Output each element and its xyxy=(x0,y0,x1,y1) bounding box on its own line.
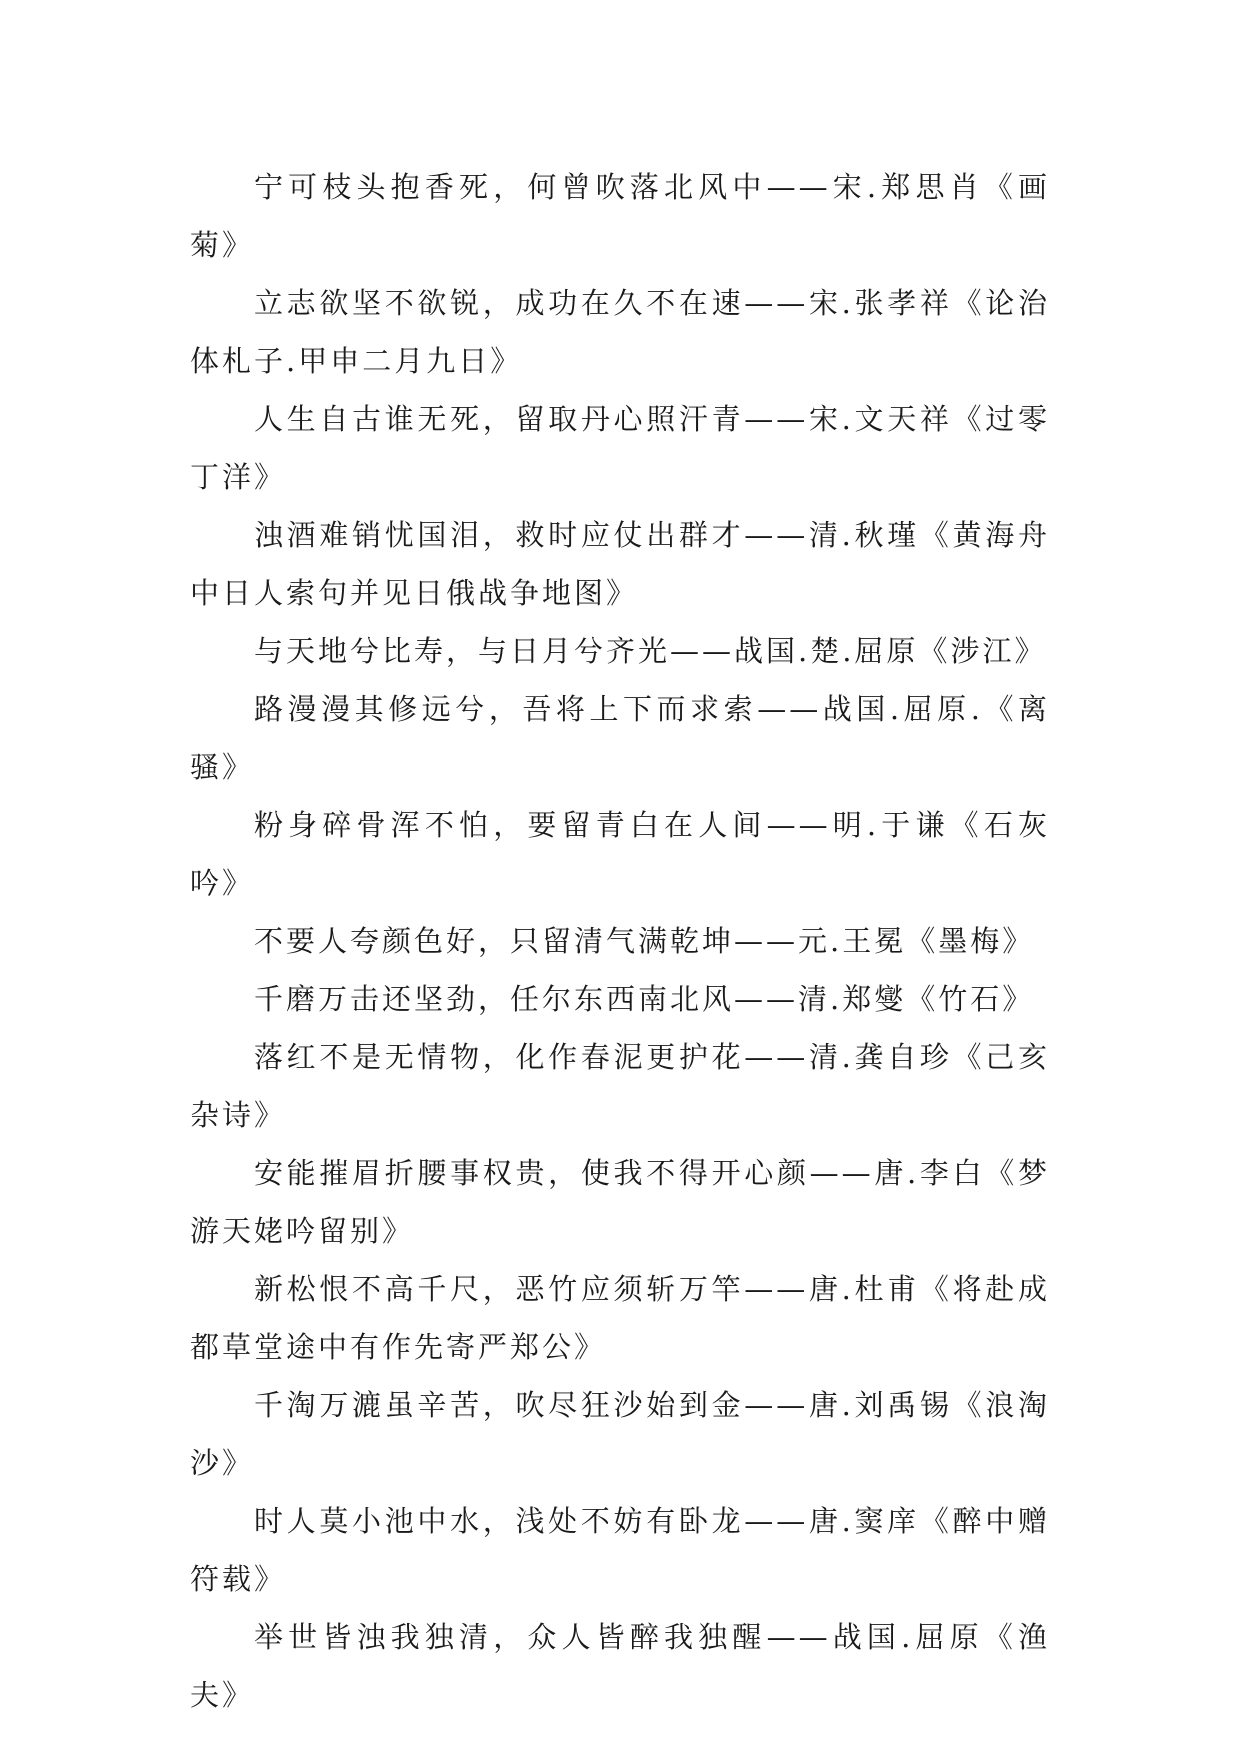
paragraph: 千淘万漉虽辛苦，吹尽狂沙始到金——唐.刘禹锡《浪淘沙》 xyxy=(190,1388,1050,1480)
paragraph: 人生自古谁无死，留取丹心照汗青——宋.文天祥《过零丁洋》 xyxy=(190,402,1050,494)
paragraph: 安能摧眉折腰事权贵，使我不得开心颜——唐.李白《梦游天姥吟留别》 xyxy=(190,1156,1050,1248)
paragraph: 举世皆浊我独清，众人皆醉我独醒——战国.屈原《渔夫》 xyxy=(190,1620,1050,1712)
paragraph: 新松恨不高千尺，恶竹应须斩万竿——唐.杜甫《将赴成都草堂途中有作先寄严郑公》 xyxy=(190,1272,1050,1364)
paragraph: 千磨万击还坚劲，任尔东西南北风——清.郑燮《竹石》 xyxy=(254,982,1035,1016)
paragraph: 宁可枝头抱香死，何曾吹落北风中——宋.郑思肖《画菊》 xyxy=(190,170,1050,262)
paragraph: 落红不是无情物，化作春泥更护花——清.龚自珍《己亥杂诗》 xyxy=(190,1040,1050,1132)
paragraph: 不要人夸颜色好，只留清气满乾坤——元.王冕《墨梅》 xyxy=(254,924,1035,958)
paragraph: 与天地兮比寿，与日月兮齐光——战国.楚.屈原《涉江》 xyxy=(254,634,1047,668)
document-body xyxy=(190,158,1050,1724)
paragraph: 立志欲坚不欲锐，成功在久不在速——宋.张孝祥《论治体札子.甲申二月九日》 xyxy=(190,286,1050,378)
paragraph: 粉身碎骨浑不怕，要留青白在人间——明.于谦《石灰吟》 xyxy=(190,808,1050,900)
paragraph: 浊酒难销忧国泪，救时应仗出群才——清.秋瑾《黄海舟中日人索句并见日俄战争地图》 xyxy=(190,518,1050,610)
paragraph: 时人莫小池中水，浅处不妨有卧龙——唐.窦庠《醉中赠符载》 xyxy=(190,1504,1050,1596)
paragraph: 路漫漫其修远兮，吾将上下而求索——战国.屈原.《离骚》 xyxy=(190,692,1050,784)
